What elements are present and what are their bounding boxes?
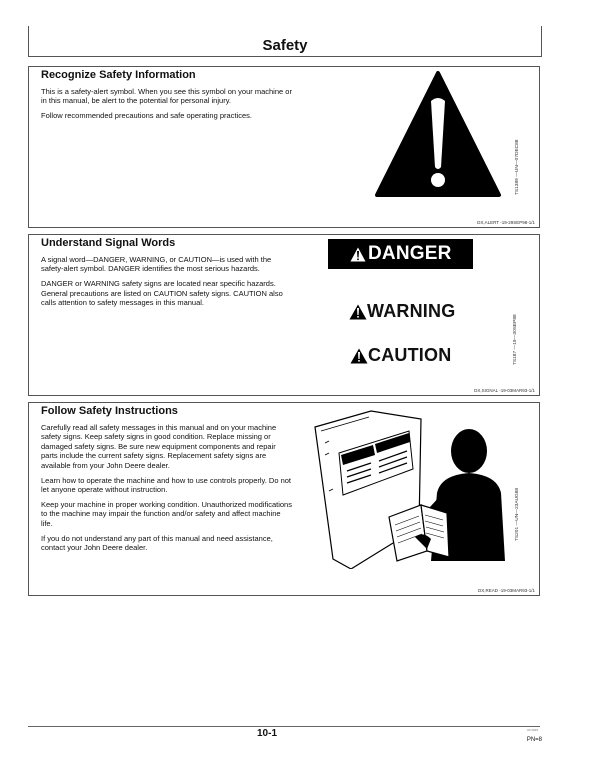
reference-code: DX,SIGNAL -19-03MAR93-1/1 bbox=[474, 388, 535, 393]
image-code: TS201 —UN—23AUG88 bbox=[515, 487, 520, 541]
paragraph: Learn how to operate the machine and how to use controls properly. Do not let anyone operate without instruction. bbox=[41, 475, 292, 494]
footer-code: 00 3029 bbox=[527, 728, 538, 732]
section-heading: Recognize Safety Information bbox=[41, 69, 196, 81]
person-reading-manual-illustration bbox=[311, 409, 511, 569]
footer-rule bbox=[28, 726, 540, 727]
reference-code: DX,READ -19-03MAR93-1/1 bbox=[477, 588, 535, 593]
section-follow-instructions bbox=[28, 402, 540, 596]
section-heading: Understand Signal Words bbox=[41, 237, 176, 249]
paragraph: Follow recommended precautions and safe operating practices. bbox=[41, 111, 252, 121]
safety-alert-icon bbox=[350, 348, 368, 364]
danger-sign bbox=[328, 239, 473, 269]
pn-label: PN=8 bbox=[526, 737, 542, 743]
section-heading: Follow Safety Instructions bbox=[41, 405, 178, 417]
page-number: 10-1 bbox=[257, 728, 278, 739]
section-body bbox=[41, 87, 293, 126]
image-code: TS187 —19—30SEP88 bbox=[513, 314, 518, 365]
page-title: Safety bbox=[262, 37, 308, 54]
safety-alert-triangle-icon bbox=[373, 69, 503, 199]
danger-word: DANGER bbox=[368, 243, 452, 264]
paragraph: A signal word—DANGER, WARNING, or CAUTION—is used with the safety-alert symbol. DANGER identifies the most serious hazards. bbox=[41, 255, 272, 274]
paragraph: Keep your machine in proper working condition. Unauthorized modifications to the machine may impair the function and/or safety and affect machine life. bbox=[41, 499, 292, 528]
section-signal-words bbox=[28, 234, 540, 396]
safety-alert-icon bbox=[349, 304, 367, 320]
section-body bbox=[41, 423, 293, 558]
safety-alert-icon bbox=[350, 247, 366, 262]
title-box bbox=[28, 26, 542, 57]
caution-word: CAUTION bbox=[368, 345, 452, 365]
paragraph: This is a safety-alert symbol. When you see this symbol on your machine or in this manual, be alert to the potential for personal injury. bbox=[41, 87, 292, 106]
reference-code: DX,ALERT -19-29SEP98-1/1 bbox=[477, 220, 535, 225]
image-code: TS1389 —UN—07DEC88 bbox=[515, 139, 520, 195]
section-recognize-safety bbox=[28, 66, 540, 228]
paragraph: Carefully read all safety messages in this manual and on your machine safety signs. Keep safety signs in good condition. Replace missing or damaged safety signs. Be sure new equipment components and repair parts include the current safety signs. Replacement safety signs are available from your John Deere dealer. bbox=[41, 423, 277, 470]
paragraph: If you do not understand any part of this manual and need assistance, contact your John Deere dealer. bbox=[41, 533, 273, 552]
warning-word: WARNING bbox=[367, 301, 456, 321]
paragraph: DANGER or WARNING safety signs are located near specific hazards. General precautions are listed on CAUTION safety signs. CAUTION also calls attention to safety messages in this manual. bbox=[41, 279, 283, 308]
section-body bbox=[41, 255, 293, 313]
